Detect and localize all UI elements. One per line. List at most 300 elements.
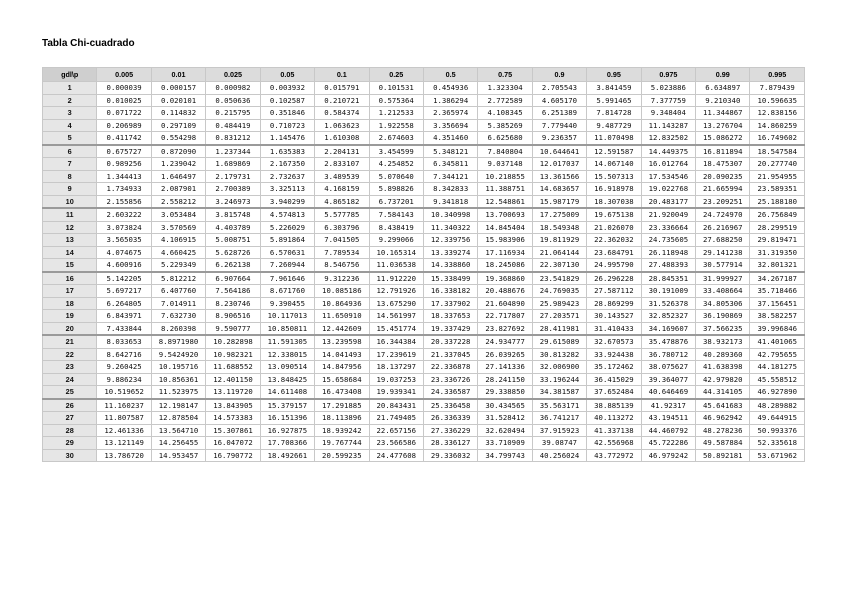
- value-cell: 14.573383: [206, 412, 260, 425]
- value-cell: 12.338015: [260, 348, 314, 361]
- value-cell: 18.549348: [532, 221, 586, 234]
- value-cell: 13.361566: [532, 170, 586, 183]
- value-cell: 15.307861: [206, 424, 260, 437]
- value-cell: 28.845351: [641, 272, 695, 285]
- value-cell: 10.519652: [97, 386, 151, 399]
- value-cell: 15.987179: [532, 195, 586, 208]
- value-cell: 34.169607: [641, 322, 695, 335]
- value-cell: 44.314105: [696, 386, 750, 399]
- value-cell: 4.600916: [97, 259, 151, 272]
- value-cell: 11.036538: [369, 259, 423, 272]
- value-cell: 33.710909: [478, 437, 532, 450]
- value-cell: 5.697217: [97, 285, 151, 298]
- value-cell: 24.336587: [423, 386, 477, 399]
- value-cell: 12.838156: [750, 107, 805, 120]
- value-cell: 7.632730: [151, 310, 205, 323]
- value-cell: 23.827692: [478, 322, 532, 335]
- value-cell: 0.050636: [206, 94, 260, 107]
- value-cell: 3.489539: [315, 170, 369, 183]
- value-cell: 33.924438: [587, 348, 641, 361]
- value-cell: 16.473408: [315, 386, 369, 399]
- value-cell: 2.365974: [423, 107, 477, 120]
- value-cell: 16.338182: [423, 285, 477, 298]
- value-cell: 12.401150: [206, 373, 260, 386]
- value-cell: 21.337045: [423, 348, 477, 361]
- value-cell: 18.547584: [750, 145, 805, 158]
- row-degrees-cell: 23: [43, 361, 97, 374]
- value-cell: 0.000982: [206, 82, 260, 95]
- value-cell: 5.348121: [423, 145, 477, 158]
- value-cell: 0.114832: [151, 107, 205, 120]
- value-cell: 17.708366: [260, 437, 314, 450]
- value-cell: 12.198147: [151, 399, 205, 412]
- value-cell: 36.780712: [641, 348, 695, 361]
- value-cell: 6.570631: [260, 246, 314, 259]
- value-cell: 24.735605: [641, 234, 695, 247]
- table-row: [43, 424, 805, 437]
- value-cell: 13.276704: [696, 119, 750, 132]
- value-cell: 14.683657: [532, 183, 586, 196]
- value-cell: 0.484419: [206, 119, 260, 132]
- value-cell: 14.256455: [151, 437, 205, 450]
- value-cell: 6.625680: [478, 132, 532, 145]
- value-cell: 33.408664: [696, 285, 750, 298]
- value-cell: 5.898826: [369, 183, 423, 196]
- value-cell: 20.599235: [315, 449, 369, 462]
- value-cell: 2.087901: [151, 183, 205, 196]
- value-cell: 0.710723: [260, 119, 314, 132]
- value-cell: 16.749602: [750, 132, 805, 145]
- value-cell: 30.577914: [696, 259, 750, 272]
- value-cell: 4.074675: [97, 246, 151, 259]
- table-row: [43, 183, 805, 196]
- value-cell: 15.983906: [478, 234, 532, 247]
- value-cell: 35.478876: [641, 335, 695, 348]
- value-cell: 23.566586: [369, 437, 423, 450]
- value-cell: 9.260425: [97, 361, 151, 374]
- value-cell: 2.833107: [315, 158, 369, 171]
- value-cell: 40.289360: [696, 348, 750, 361]
- value-cell: 2.732637: [260, 170, 314, 183]
- value-cell: 2.558212: [151, 195, 205, 208]
- value-cell: 18.475307: [696, 158, 750, 171]
- value-cell: 16.012764: [641, 158, 695, 171]
- value-cell: 5.008751: [206, 234, 260, 247]
- value-cell: 5.991465: [587, 94, 641, 107]
- value-cell: 24.934777: [478, 335, 532, 348]
- row-degrees-cell: 24: [43, 373, 97, 386]
- value-cell: 45.558512: [750, 373, 805, 386]
- value-cell: 41.638398: [696, 361, 750, 374]
- value-cell: 0.020101: [151, 94, 205, 107]
- value-cell: 17.239619: [369, 348, 423, 361]
- value-cell: 7.260944: [260, 259, 314, 272]
- table-row: [43, 246, 805, 259]
- value-cell: 15.379157: [260, 399, 314, 412]
- value-cell: 11.523975: [151, 386, 205, 399]
- value-cell: 21.954955: [750, 170, 805, 183]
- header-cell-p: 0.75: [478, 68, 532, 82]
- value-cell: 15.658684: [315, 373, 369, 386]
- row-degrees-cell: 28: [43, 424, 97, 437]
- value-cell: 18.245086: [478, 259, 532, 272]
- value-cell: 12.461336: [97, 424, 151, 437]
- value-cell: 13.564710: [151, 424, 205, 437]
- value-cell: 20.843431: [369, 399, 423, 412]
- value-cell: 11.143287: [641, 119, 695, 132]
- value-cell: 7.879439: [750, 82, 805, 95]
- value-cell: 12.017037: [532, 158, 586, 171]
- row-degrees-cell: 9: [43, 183, 97, 196]
- value-cell: 29.336032: [423, 449, 477, 462]
- value-cell: 2.674603: [369, 132, 423, 145]
- value-cell: 12.548861: [478, 195, 532, 208]
- value-cell: 7.779440: [532, 119, 586, 132]
- value-cell: 16.151396: [260, 412, 314, 425]
- row-degrees-cell: 15: [43, 259, 97, 272]
- value-cell: 0.206989: [97, 119, 151, 132]
- row-degrees-cell: 25: [43, 386, 97, 399]
- value-cell: 27.336229: [423, 424, 477, 437]
- value-cell: 13.675290: [369, 297, 423, 310]
- value-cell: 44.460792: [641, 424, 695, 437]
- table-row: [43, 386, 805, 399]
- row-degrees-cell: 18: [43, 297, 97, 310]
- value-cell: 21.064144: [532, 246, 586, 259]
- value-cell: 1.344413: [97, 170, 151, 183]
- value-cell: 32.801321: [750, 259, 805, 272]
- value-cell: 15.086272: [696, 132, 750, 145]
- value-cell: 1.386294: [423, 94, 477, 107]
- value-cell: 39.364077: [641, 373, 695, 386]
- table-row: [43, 94, 805, 107]
- value-cell: 12.791926: [369, 285, 423, 298]
- value-cell: 53.671962: [750, 449, 805, 462]
- row-degrees-cell: 10: [43, 195, 97, 208]
- value-cell: 0.102587: [260, 94, 314, 107]
- value-cell: 50.892181: [696, 449, 750, 462]
- value-cell: 37.652484: [587, 386, 641, 399]
- value-cell: 25.336458: [423, 399, 477, 412]
- value-cell: 1.323304: [478, 82, 532, 95]
- table-row: [43, 373, 805, 386]
- value-cell: 48.278236: [696, 424, 750, 437]
- value-cell: 5.628726: [206, 246, 260, 259]
- row-degrees-cell: 7: [43, 158, 97, 171]
- value-cell: 8.438419: [369, 221, 423, 234]
- value-cell: 10.218855: [478, 170, 532, 183]
- value-cell: 37.156451: [750, 297, 805, 310]
- value-cell: 37.566235: [696, 322, 750, 335]
- value-cell: 21.665994: [696, 183, 750, 196]
- value-cell: 0.101531: [369, 82, 423, 95]
- value-cell: 35.563171: [532, 399, 586, 412]
- row-degrees-cell: 19: [43, 310, 97, 323]
- value-cell: 26.296228: [587, 272, 641, 285]
- value-cell: 1.610308: [315, 132, 369, 145]
- value-cell: 0.010025: [97, 94, 151, 107]
- value-cell: 19.368860: [478, 272, 532, 285]
- value-cell: 10.596635: [750, 94, 805, 107]
- value-cell: 2.167350: [260, 158, 314, 171]
- value-cell: 0.411742: [97, 132, 151, 145]
- table-row: [43, 310, 805, 323]
- row-degrees-cell: 22: [43, 348, 97, 361]
- value-cell: 0.584374: [315, 107, 369, 120]
- table-row: [43, 158, 805, 171]
- value-cell: 24.477608: [369, 449, 423, 462]
- row-degrees-cell: 12: [43, 221, 97, 234]
- value-cell: 14.611408: [260, 386, 314, 399]
- value-cell: 34.799743: [478, 449, 532, 462]
- value-cell: 11.388751: [478, 183, 532, 196]
- value-cell: 10.085186: [315, 285, 369, 298]
- value-cell: 42.979820: [696, 373, 750, 386]
- table-row: [43, 361, 805, 374]
- value-cell: 18.939242: [315, 424, 369, 437]
- value-cell: 2.155856: [97, 195, 151, 208]
- value-cell: 8.8971980: [151, 335, 205, 348]
- table-row: [43, 297, 805, 310]
- value-cell: 9.487729: [587, 119, 641, 132]
- value-cell: 0.215795: [206, 107, 260, 120]
- value-cell: 15.338499: [423, 272, 477, 285]
- value-cell: 32.006900: [532, 361, 586, 374]
- value-cell: 19.675138: [587, 208, 641, 221]
- table-row: [43, 221, 805, 234]
- value-cell: 22.336878: [423, 361, 477, 374]
- value-cell: 37.915923: [532, 424, 586, 437]
- value-cell: 43.194511: [641, 412, 695, 425]
- value-cell: 6.345811: [423, 158, 477, 171]
- value-cell: 4.168159: [315, 183, 369, 196]
- header-cell-gdl: gdl\p: [43, 68, 97, 82]
- value-cell: 31.528412: [478, 412, 532, 425]
- value-cell: 3.454599: [369, 145, 423, 158]
- value-cell: 30.813282: [532, 348, 586, 361]
- value-cell: 0.989256: [97, 158, 151, 171]
- value-cell: 11.807587: [97, 412, 151, 425]
- value-cell: 5.891864: [260, 234, 314, 247]
- value-cell: 27.587112: [587, 285, 641, 298]
- value-cell: 15.451774: [369, 322, 423, 335]
- value-cell: 4.106915: [151, 234, 205, 247]
- value-cell: 8.260398: [151, 322, 205, 335]
- value-cell: 1.145476: [260, 132, 314, 145]
- table-row: [43, 208, 805, 221]
- value-cell: 5.070640: [369, 170, 423, 183]
- value-cell: 3.940299: [260, 195, 314, 208]
- row-degrees-cell: 8: [43, 170, 97, 183]
- value-cell: 7.564186: [206, 285, 260, 298]
- value-cell: 6.251389: [532, 107, 586, 120]
- table-row: [43, 195, 805, 208]
- value-cell: 46.979242: [641, 449, 695, 462]
- value-cell: 4.351460: [423, 132, 477, 145]
- value-cell: 30.143527: [587, 310, 641, 323]
- value-cell: 0.003932: [260, 82, 314, 95]
- value-cell: 3.565035: [97, 234, 151, 247]
- row-degrees-cell: 5: [43, 132, 97, 145]
- row-degrees-cell: 2: [43, 94, 97, 107]
- value-cell: 10.117013: [260, 310, 314, 323]
- value-cell: 46.962942: [696, 412, 750, 425]
- value-cell: 23.589351: [750, 183, 805, 196]
- value-cell: 35.718466: [750, 285, 805, 298]
- value-cell: 1.063623: [315, 119, 369, 132]
- value-cell: 10.982321: [206, 348, 260, 361]
- header-cell-p: 0.05: [260, 68, 314, 82]
- value-cell: 4.574813: [260, 208, 314, 221]
- value-cell: 11.650910: [315, 310, 369, 323]
- value-cell: 7.377759: [641, 94, 695, 107]
- value-cell: 13.090514: [260, 361, 314, 374]
- table-row: [43, 322, 805, 335]
- value-cell: 2.700389: [206, 183, 260, 196]
- chi-square-table: [42, 67, 805, 462]
- value-cell: 10.856361: [151, 373, 205, 386]
- value-cell: 25.188180: [750, 195, 805, 208]
- value-cell: 27.203571: [532, 310, 586, 323]
- value-cell: 9.5424920: [151, 348, 205, 361]
- row-degrees-cell: 4: [43, 119, 97, 132]
- value-cell: 12.442609: [315, 322, 369, 335]
- value-cell: 0.872090: [151, 145, 205, 158]
- header-cell-p: 0.975: [641, 68, 695, 82]
- value-cell: 1.734933: [97, 183, 151, 196]
- value-cell: 18.337653: [423, 310, 477, 323]
- value-cell: 32.620494: [478, 424, 532, 437]
- value-cell: 2.705543: [532, 82, 586, 95]
- value-cell: 9.210340: [696, 94, 750, 107]
- value-cell: 27.141336: [478, 361, 532, 374]
- value-cell: 41.337138: [587, 424, 641, 437]
- value-cell: 32.670573: [587, 335, 641, 348]
- header-cell-p: 0.995: [750, 68, 805, 82]
- table-row: [43, 170, 805, 183]
- value-cell: 2.179731: [206, 170, 260, 183]
- row-degrees-cell: 1: [43, 82, 97, 95]
- row-degrees-cell: 26: [43, 399, 97, 412]
- value-cell: 1.239042: [151, 158, 205, 171]
- value-cell: 0.000157: [151, 82, 205, 95]
- value-cell: 13.239598: [315, 335, 369, 348]
- value-cell: 40.113272: [587, 412, 641, 425]
- value-cell: 7.433844: [97, 322, 151, 335]
- value-cell: 23.541829: [532, 272, 586, 285]
- value-cell: 28.411981: [532, 322, 586, 335]
- value-cell: 19.811929: [532, 234, 586, 247]
- table-row: [43, 132, 805, 145]
- value-cell: 4.403789: [206, 221, 260, 234]
- value-cell: 14.449375: [641, 145, 695, 158]
- value-cell: 24.995790: [587, 259, 641, 272]
- value-cell: 17.291885: [315, 399, 369, 412]
- value-cell: 7.344121: [423, 170, 477, 183]
- value-cell: 5.023886: [641, 82, 695, 95]
- value-cell: 23.336726: [423, 373, 477, 386]
- table-row: [43, 399, 805, 412]
- value-cell: 48.289882: [750, 399, 805, 412]
- header-cell-p: 0.99: [696, 68, 750, 82]
- value-cell: 5.577785: [315, 208, 369, 221]
- value-cell: 14.338860: [423, 259, 477, 272]
- value-cell: 0.454936: [423, 82, 477, 95]
- value-cell: 28.336127: [423, 437, 477, 450]
- value-cell: 0.000039: [97, 82, 151, 95]
- value-cell: 36.415029: [587, 373, 641, 386]
- value-cell: 10.282898: [206, 335, 260, 348]
- value-cell: 20.277740: [750, 158, 805, 171]
- value-cell: 9.348404: [641, 107, 695, 120]
- table-row: [43, 107, 805, 120]
- value-cell: 2.603222: [97, 208, 151, 221]
- value-cell: 5.142205: [97, 272, 151, 285]
- value-cell: 26.756849: [750, 208, 805, 221]
- table-row: [43, 348, 805, 361]
- row-degrees-cell: 27: [43, 412, 97, 425]
- value-cell: 38.075627: [641, 361, 695, 374]
- value-cell: 8.230746: [206, 297, 260, 310]
- value-cell: 38.582257: [750, 310, 805, 323]
- header-cell-p: 0.95: [587, 68, 641, 82]
- value-cell: 10.165314: [369, 246, 423, 259]
- value-cell: 4.254852: [369, 158, 423, 171]
- value-cell: 13.339274: [423, 246, 477, 259]
- value-cell: 41.92317: [641, 399, 695, 412]
- value-cell: 3.841459: [587, 82, 641, 95]
- value-cell: 7.014911: [151, 297, 205, 310]
- value-cell: 39.996846: [750, 322, 805, 335]
- table-row: [43, 449, 805, 462]
- value-cell: 41.401065: [750, 335, 805, 348]
- table-row: [43, 119, 805, 132]
- value-cell: 21.749405: [369, 412, 423, 425]
- value-cell: 10.195716: [151, 361, 205, 374]
- value-cell: 19.939341: [369, 386, 423, 399]
- value-cell: 7.961646: [260, 272, 314, 285]
- table-row: [43, 82, 805, 95]
- value-cell: 0.675727: [97, 145, 151, 158]
- value-cell: 22.717807: [478, 310, 532, 323]
- value-cell: 20.090235: [696, 170, 750, 183]
- value-cell: 9.236357: [532, 132, 586, 145]
- value-cell: 30.434565: [478, 399, 532, 412]
- value-cell: 16.811894: [696, 145, 750, 158]
- header-cell-p: 0.01: [151, 68, 205, 82]
- value-cell: 13.848425: [260, 373, 314, 386]
- value-cell: 13.700693: [478, 208, 532, 221]
- value-cell: 4.108345: [478, 107, 532, 120]
- value-cell: 23.209251: [696, 195, 750, 208]
- row-degrees-cell: 21: [43, 335, 97, 348]
- value-cell: 0.831212: [206, 132, 260, 145]
- value-cell: 19.767744: [315, 437, 369, 450]
- value-cell: 12.591587: [587, 145, 641, 158]
- value-cell: 45.722286: [641, 437, 695, 450]
- value-cell: 4.605170: [532, 94, 586, 107]
- table-row: [43, 335, 805, 348]
- value-cell: 5.226029: [260, 221, 314, 234]
- value-cell: 16.790772: [206, 449, 260, 462]
- value-cell: 10.850811: [260, 322, 314, 335]
- value-cell: 31.410433: [587, 322, 641, 335]
- value-cell: 14.847956: [315, 361, 369, 374]
- row-degrees-cell: 29: [43, 437, 97, 450]
- value-cell: 24.769035: [532, 285, 586, 298]
- value-cell: 8.546756: [315, 259, 369, 272]
- value-cell: 14.953457: [151, 449, 205, 462]
